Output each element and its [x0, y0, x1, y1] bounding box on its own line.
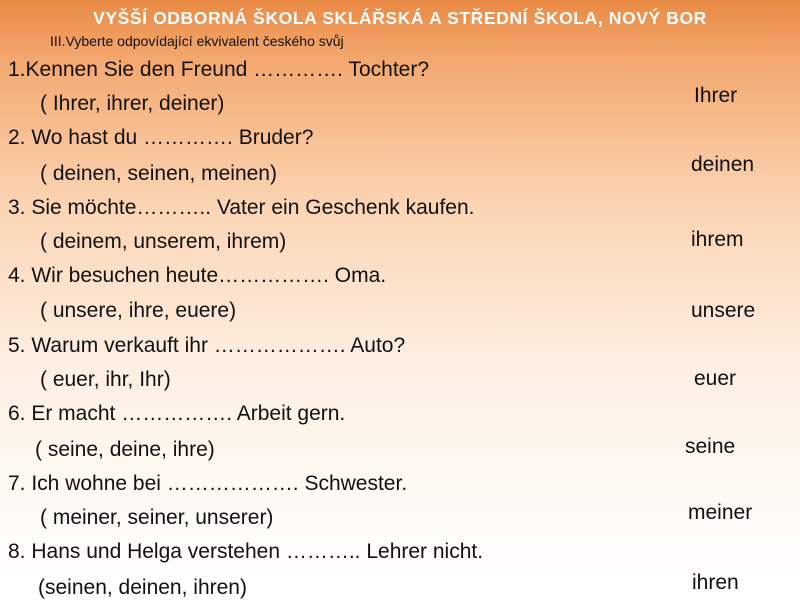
options-8: (seinen, deinen, ihren) [38, 576, 247, 599]
question-4: 4. Wir besuchen heute……………. Oma. [8, 264, 387, 287]
question-3: 3. Sie möchte……….. Vater ein Geschenk kaufen. [8, 196, 475, 219]
options-2: ( deinen, seinen, meinen) [40, 162, 277, 185]
question-7: 7. Ich wohne bei ………………. Schwester. [8, 472, 408, 495]
question-1: 1.Kennen Sie den Freund …………. Tochter? [8, 58, 430, 81]
exercise-instruction: III.Vyberte odpovídající ekvivalent českého svůj [50, 33, 344, 49]
answer-1: Ihrer [694, 84, 738, 107]
answer-7: meiner [688, 501, 753, 524]
options-5: ( euer, ihr, Ihr) [40, 368, 171, 391]
question-6: 6. Er macht ……………. Arbeit gern. [8, 402, 346, 425]
question-2: 2. Wo hast du …………. Bruder? [8, 126, 314, 149]
answer-5: euer [694, 367, 737, 390]
answer-8: ihren [692, 571, 739, 594]
question-5: 5. Warum verkauft ihr ………………. Auto? [8, 334, 406, 357]
question-8: 8. Hans und Helga verstehen ……….. Lehrer nicht. [8, 540, 484, 563]
options-1: ( Ihrer, ihrer, deiner) [40, 92, 225, 115]
school-header: VYŠŠÍ ODBORNÁ ŠKOLA SKLÁŘSKÁ A STŘEDNÍ ŠKOLA, NOVÝ BOR [93, 8, 707, 28]
answer-4: unsere [691, 299, 756, 322]
options-3: ( deinem, unserem, ihrem) [40, 230, 287, 253]
options-4: ( unsere, ihre, euere) [40, 299, 237, 322]
options-7: ( meiner, seiner, unserer) [40, 506, 274, 529]
options-6: ( seine, deine, ihre) [35, 438, 215, 461]
answer-2: deinen [691, 153, 755, 176]
answer-3: ihrem [691, 228, 744, 251]
answer-6: seine [685, 435, 736, 458]
